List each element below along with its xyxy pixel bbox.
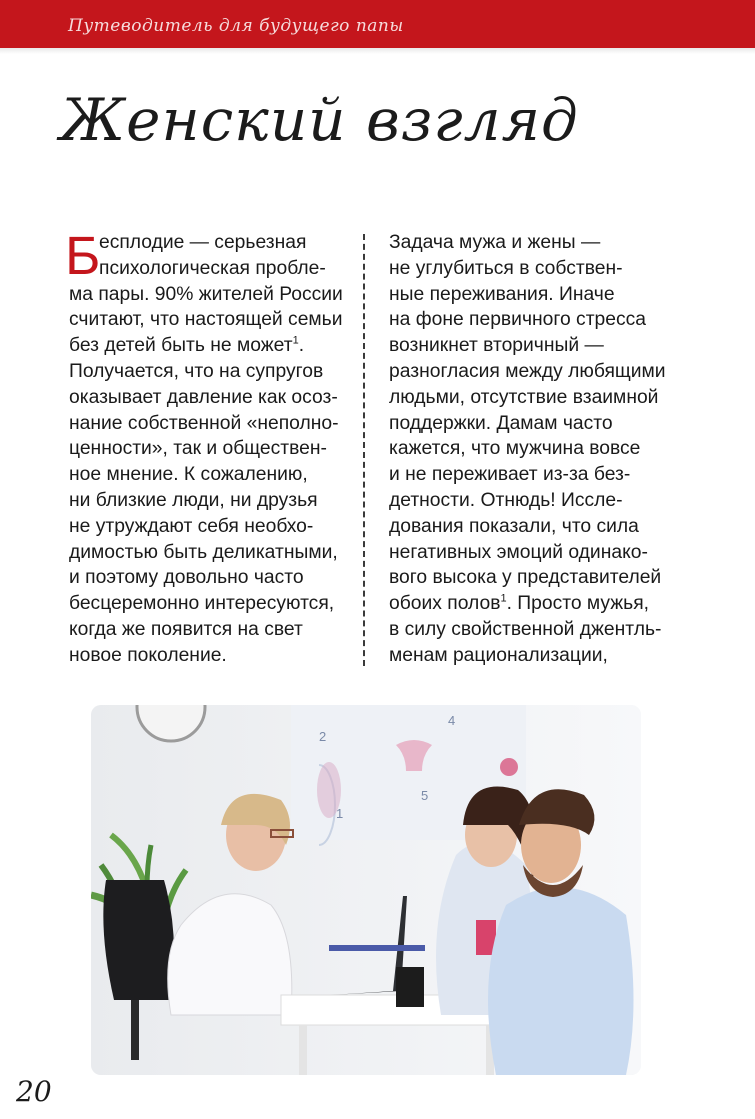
text-line: когда же появится на свет	[69, 618, 303, 640]
desk-leg	[299, 1025, 307, 1075]
text-line: считают, что настоящей семьи	[69, 309, 343, 331]
folder	[329, 945, 425, 951]
column-divider	[363, 234, 365, 666]
text-line: негативных эмоций одинако-	[389, 541, 648, 563]
poster-number: 5	[421, 788, 429, 803]
text-line: ные переживания. Иначе	[389, 283, 615, 305]
office-chair	[103, 880, 174, 1000]
chair-base	[131, 1000, 139, 1060]
page-number: 20	[16, 1075, 52, 1108]
text-line: менам рационализации,	[389, 644, 608, 666]
text-segment: без детей быть не может	[69, 335, 293, 357]
photo-illustration	[91, 705, 641, 1075]
poster-number: 2	[319, 729, 327, 744]
consultation-photo	[91, 705, 641, 1075]
text-line: ное мнение. К сожалению,	[69, 464, 308, 486]
text-line-with-footnote	[389, 591, 689, 617]
text-line: людьми, отсутствие взаимной	[389, 386, 659, 408]
text-line: ма пары. 90% жителей России	[69, 283, 343, 305]
text-line-with-footnote	[69, 333, 359, 359]
left-column	[65, 226, 359, 669]
text-line: и не переживает из-за без-	[389, 464, 631, 486]
poster-badge-icon	[500, 758, 518, 776]
footnote-mark: 1	[500, 592, 507, 605]
header-shadow	[0, 48, 755, 54]
poster-number: 4	[448, 713, 456, 728]
text-line: не утруждают себя необхо-	[69, 515, 314, 537]
text-line: разногласия между любящими	[389, 360, 666, 382]
poster-number: 1	[336, 806, 344, 821]
text-line: новое поколение.	[69, 644, 227, 666]
text-line: нание собственной «неполно-	[69, 412, 339, 434]
text-line: ни близкие люди, ни друзья	[69, 489, 318, 511]
text-line: Задача мужа и жены —	[389, 232, 601, 253]
text-segment: . Просто мужья,	[506, 593, 649, 615]
text-line: Получается, что на супругов	[69, 360, 324, 382]
poster-figure	[317, 762, 341, 818]
text-line: возникнет вторичный —	[389, 335, 604, 357]
pen-holder	[396, 967, 424, 1007]
text-line: и поэтому довольно часто	[69, 567, 304, 589]
text-line: детности. Отнюдь! Иссле-	[389, 489, 623, 511]
text-line: есплодие — серьезная	[99, 232, 307, 253]
running-title: Путеводитель для будущего папы	[68, 16, 404, 36]
text-line: дования показали, что сила	[389, 515, 639, 537]
right-column	[389, 230, 689, 669]
text-line: оказывает давление как осоз-	[69, 386, 338, 408]
drop-cap: Б	[65, 226, 101, 286]
text-line: не углубиться в собствен-	[389, 257, 623, 279]
article-title: Женский взгляд	[60, 86, 579, 154]
text-line: бесцеремонно интересуются,	[69, 593, 335, 615]
text-segment: .	[298, 335, 305, 357]
footnote-mark: 1	[292, 334, 299, 347]
text-line: кажется, что мужчина вовсе	[389, 438, 641, 460]
text-line: ценности», так и обществен-	[69, 438, 327, 460]
text-line: в силу свойственной джентль-	[389, 618, 662, 640]
text-line: поддержки. Дамам часто	[389, 412, 613, 434]
text-segment: обоих полов	[389, 593, 501, 615]
text-line: психологическая пробле-	[99, 257, 326, 279]
text-line: вого высока у представителей	[389, 567, 662, 589]
text-line: димостью быть деликатными,	[69, 541, 338, 563]
text-line: на фоне первичного стресса	[389, 309, 646, 331]
